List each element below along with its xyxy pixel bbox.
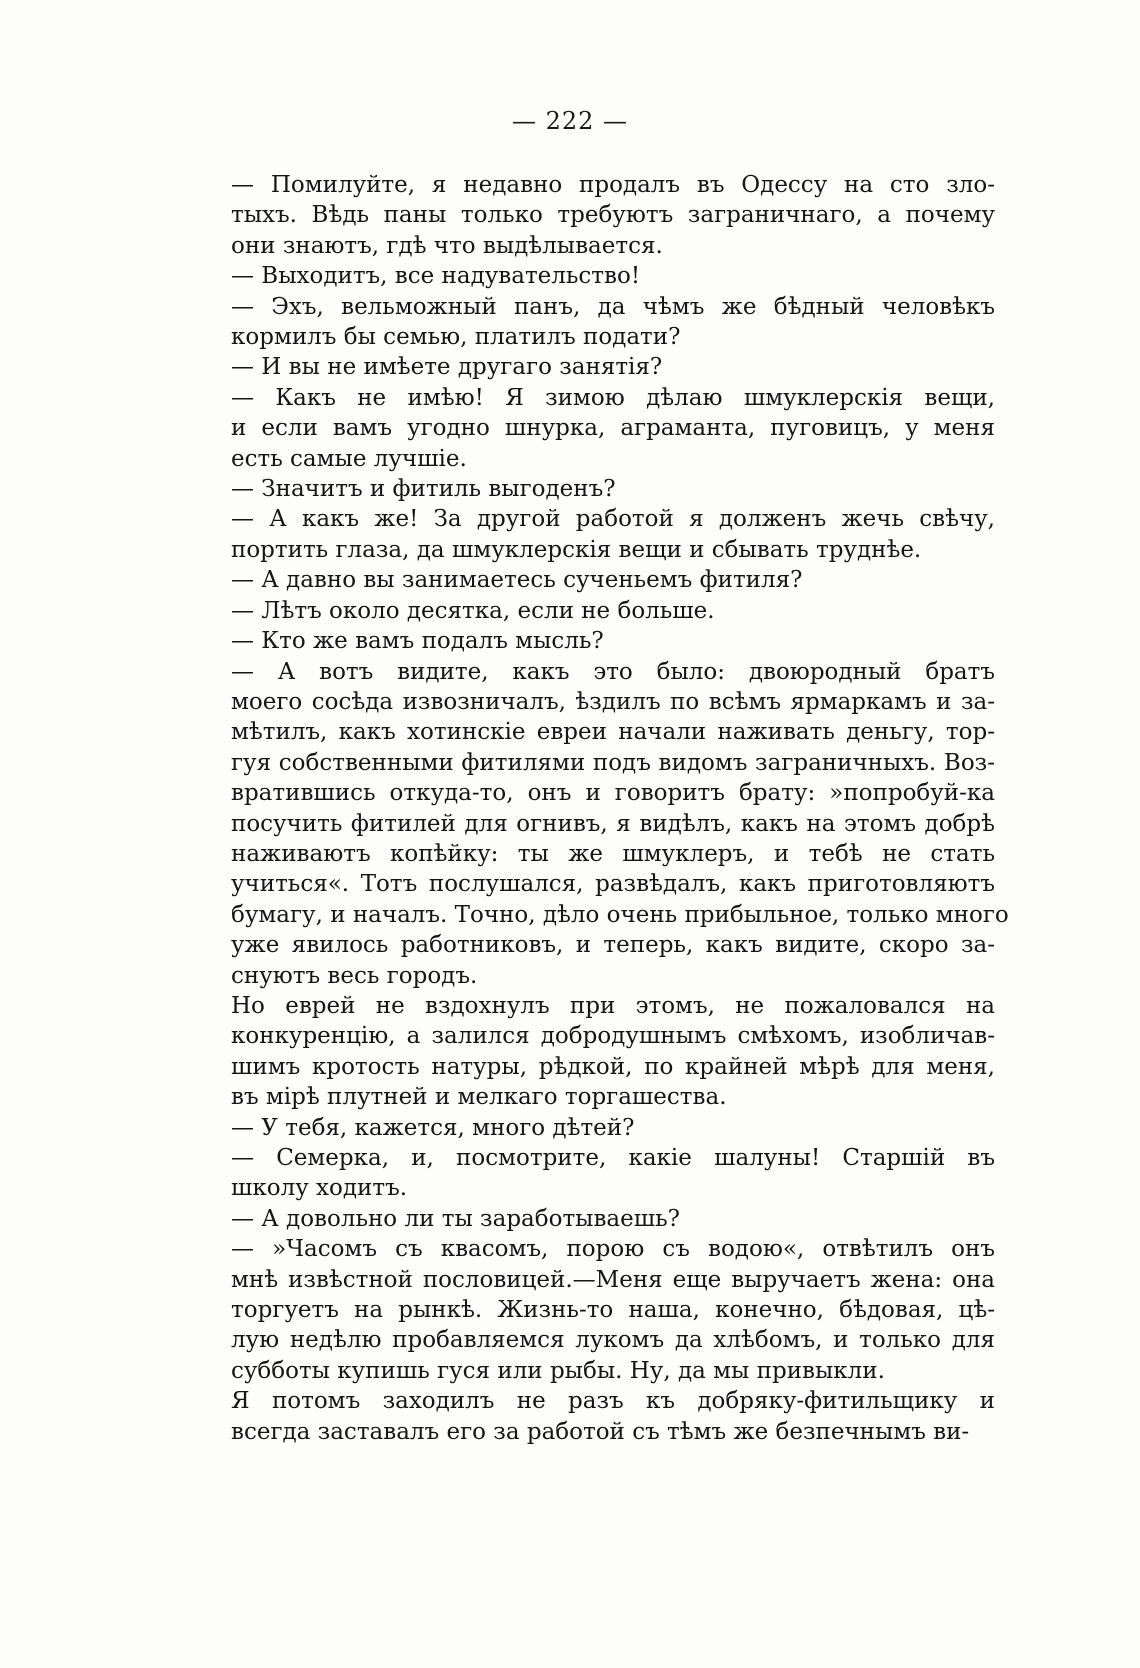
text-line: — А вотъ видите, какъ это было: двоюродный братъ bbox=[231, 658, 995, 685]
text-line: уже явилось работниковъ, и теперь, какъ видите, скоро за- bbox=[231, 932, 995, 959]
text-line: моего сосѣда извозничалъ, ѣздилъ по всѣмъ ярмаркамъ и за- bbox=[231, 688, 995, 715]
paragraph bbox=[185, 261, 995, 291]
text-line: мѣтилъ, какъ хотинскіе евреи начали наживать деньгу, тор- bbox=[231, 719, 995, 746]
text-line: Но еврей не вздохнулъ при этомъ, не пожаловался на bbox=[231, 992, 995, 1019]
text-line: въ мірѣ плутней и мелкаго торгашества. bbox=[231, 1084, 727, 1111]
text-line: — Семерка, и, посмотрите, какіе шалуны! Старшій въ bbox=[231, 1145, 995, 1171]
text-line: есть самые лучшіе. bbox=[231, 445, 467, 472]
text-line: гуя собственными фитилями подъ видомъ заграничныхъ. Воз- bbox=[231, 749, 995, 776]
paragraph bbox=[185, 657, 1009, 991]
paragraph bbox=[185, 1386, 995, 1447]
paragraph bbox=[185, 1204, 995, 1234]
text-line: — »Часомъ съ квасомъ, порою съ водою«, отвѣтилъ онъ bbox=[231, 1236, 995, 1263]
paragraph bbox=[185, 170, 995, 261]
text-line: вратившись откуда-то, онъ и говоритъ брату: »попробуй-ка bbox=[231, 780, 995, 807]
text-line: снуютъ весь городъ. bbox=[231, 962, 478, 989]
text-line: — Помилуйте, я недавно продалъ въ Одессу на сто зло- bbox=[231, 172, 995, 198]
text-line: конкуренцію, а залился добродушнымъ смѣхомъ, изобличав- bbox=[231, 1023, 995, 1050]
paragraph bbox=[185, 383, 995, 474]
text-line: торгуетъ на рынкѣ. Жизнь-то наша, конечно, бѣдовая, цѣ- bbox=[231, 1297, 995, 1324]
text-line: посучить фитилей для огнивъ, я видѣлъ, какъ на этомъ добрѣ bbox=[231, 810, 995, 837]
text-line: бумагу, и началъ. Точно, дѣло очень прибыльное, только много bbox=[231, 901, 1009, 928]
text-line: — А какъ же! За другой работой я долженъ жечь свѣчу, bbox=[231, 506, 995, 533]
paragraph bbox=[185, 1143, 995, 1204]
text-line: — А довольно ли ты заработываешь? bbox=[231, 1205, 680, 1232]
paragraph bbox=[185, 991, 995, 1113]
text-line: — А давно вы занимаетесь сученьемъ фитиля? bbox=[231, 567, 803, 594]
text-line: лую недѣлю пробавляемся лукомъ да хлѣбомъ, и только для bbox=[231, 1327, 995, 1354]
text-line: шимъ кротость натуры, рѣдкой, по крайней мѣрѣ для меня, bbox=[231, 1053, 995, 1080]
text-line: Я потомъ заходилъ не разъ къ добряку-фитильщику и bbox=[231, 1388, 995, 1415]
text-line: — Выходитъ, все надувательство! bbox=[231, 263, 641, 290]
text-line: наживаютъ копѣйку: ты же шмуклеръ, и тебѣ не стать bbox=[231, 840, 995, 867]
text-line: — У тебя, кажется, много дѣтей? bbox=[231, 1114, 635, 1141]
text-line: и если вамъ угодно шнурка, аграманта, пуговицъ, у меня bbox=[231, 415, 995, 442]
text-line: всегда заставалъ его за работой съ тѣмъ же безпечнымъ ви- bbox=[231, 1418, 970, 1445]
paragraph bbox=[185, 596, 995, 626]
text-line: учиться«. Тотъ послушался, развѣдалъ, какъ приготовляютъ bbox=[231, 871, 995, 898]
body-text bbox=[185, 170, 1009, 1447]
paragraph bbox=[185, 352, 995, 382]
paragraph bbox=[185, 1113, 995, 1143]
text-line: они знаютъ, гдѣ что выдѣлывается. bbox=[231, 232, 663, 259]
text-line: тыхъ. Вѣдь паны только требуютъ заграничнаго, а почему bbox=[231, 202, 995, 229]
text-line: кормилъ бы семью, платилъ подати? bbox=[231, 324, 681, 351]
paragraph bbox=[185, 474, 995, 504]
text-line: портить глаза, да шмуклерскія вещи и сбывать труднѣе. bbox=[231, 536, 922, 563]
text-line: — И вы не имѣете другаго занятія? bbox=[231, 354, 663, 381]
paragraph bbox=[185, 626, 995, 656]
text-line: — Эхъ, вельможный панъ, да чѣмъ же бѣдный человѣкъ bbox=[231, 293, 995, 320]
paragraph bbox=[185, 1234, 995, 1386]
page-number: — 222 — bbox=[511, 107, 629, 135]
text-line: — Какъ не имѣю! Я зимою дѣлаю шмуклерскія вещи, bbox=[231, 384, 995, 411]
text-line: субботы купишь гуся или рыбы. Ну, да мы привыкли. bbox=[231, 1357, 885, 1384]
text-line: — Значитъ и фитиль выгоденъ? bbox=[231, 476, 616, 503]
paragraph bbox=[185, 504, 995, 565]
text-line: — Кто же вамъ подалъ мысль? bbox=[231, 628, 604, 655]
text-line: мнѣ извѣстной пословицей.—Меня еще выручаетъ жена: она bbox=[231, 1266, 995, 1293]
text-line: — Лѣтъ около десятка, если не больше. bbox=[231, 597, 715, 624]
paragraph bbox=[185, 565, 995, 595]
text-line: школу ходитъ. bbox=[231, 1175, 408, 1202]
paragraph bbox=[185, 292, 995, 353]
